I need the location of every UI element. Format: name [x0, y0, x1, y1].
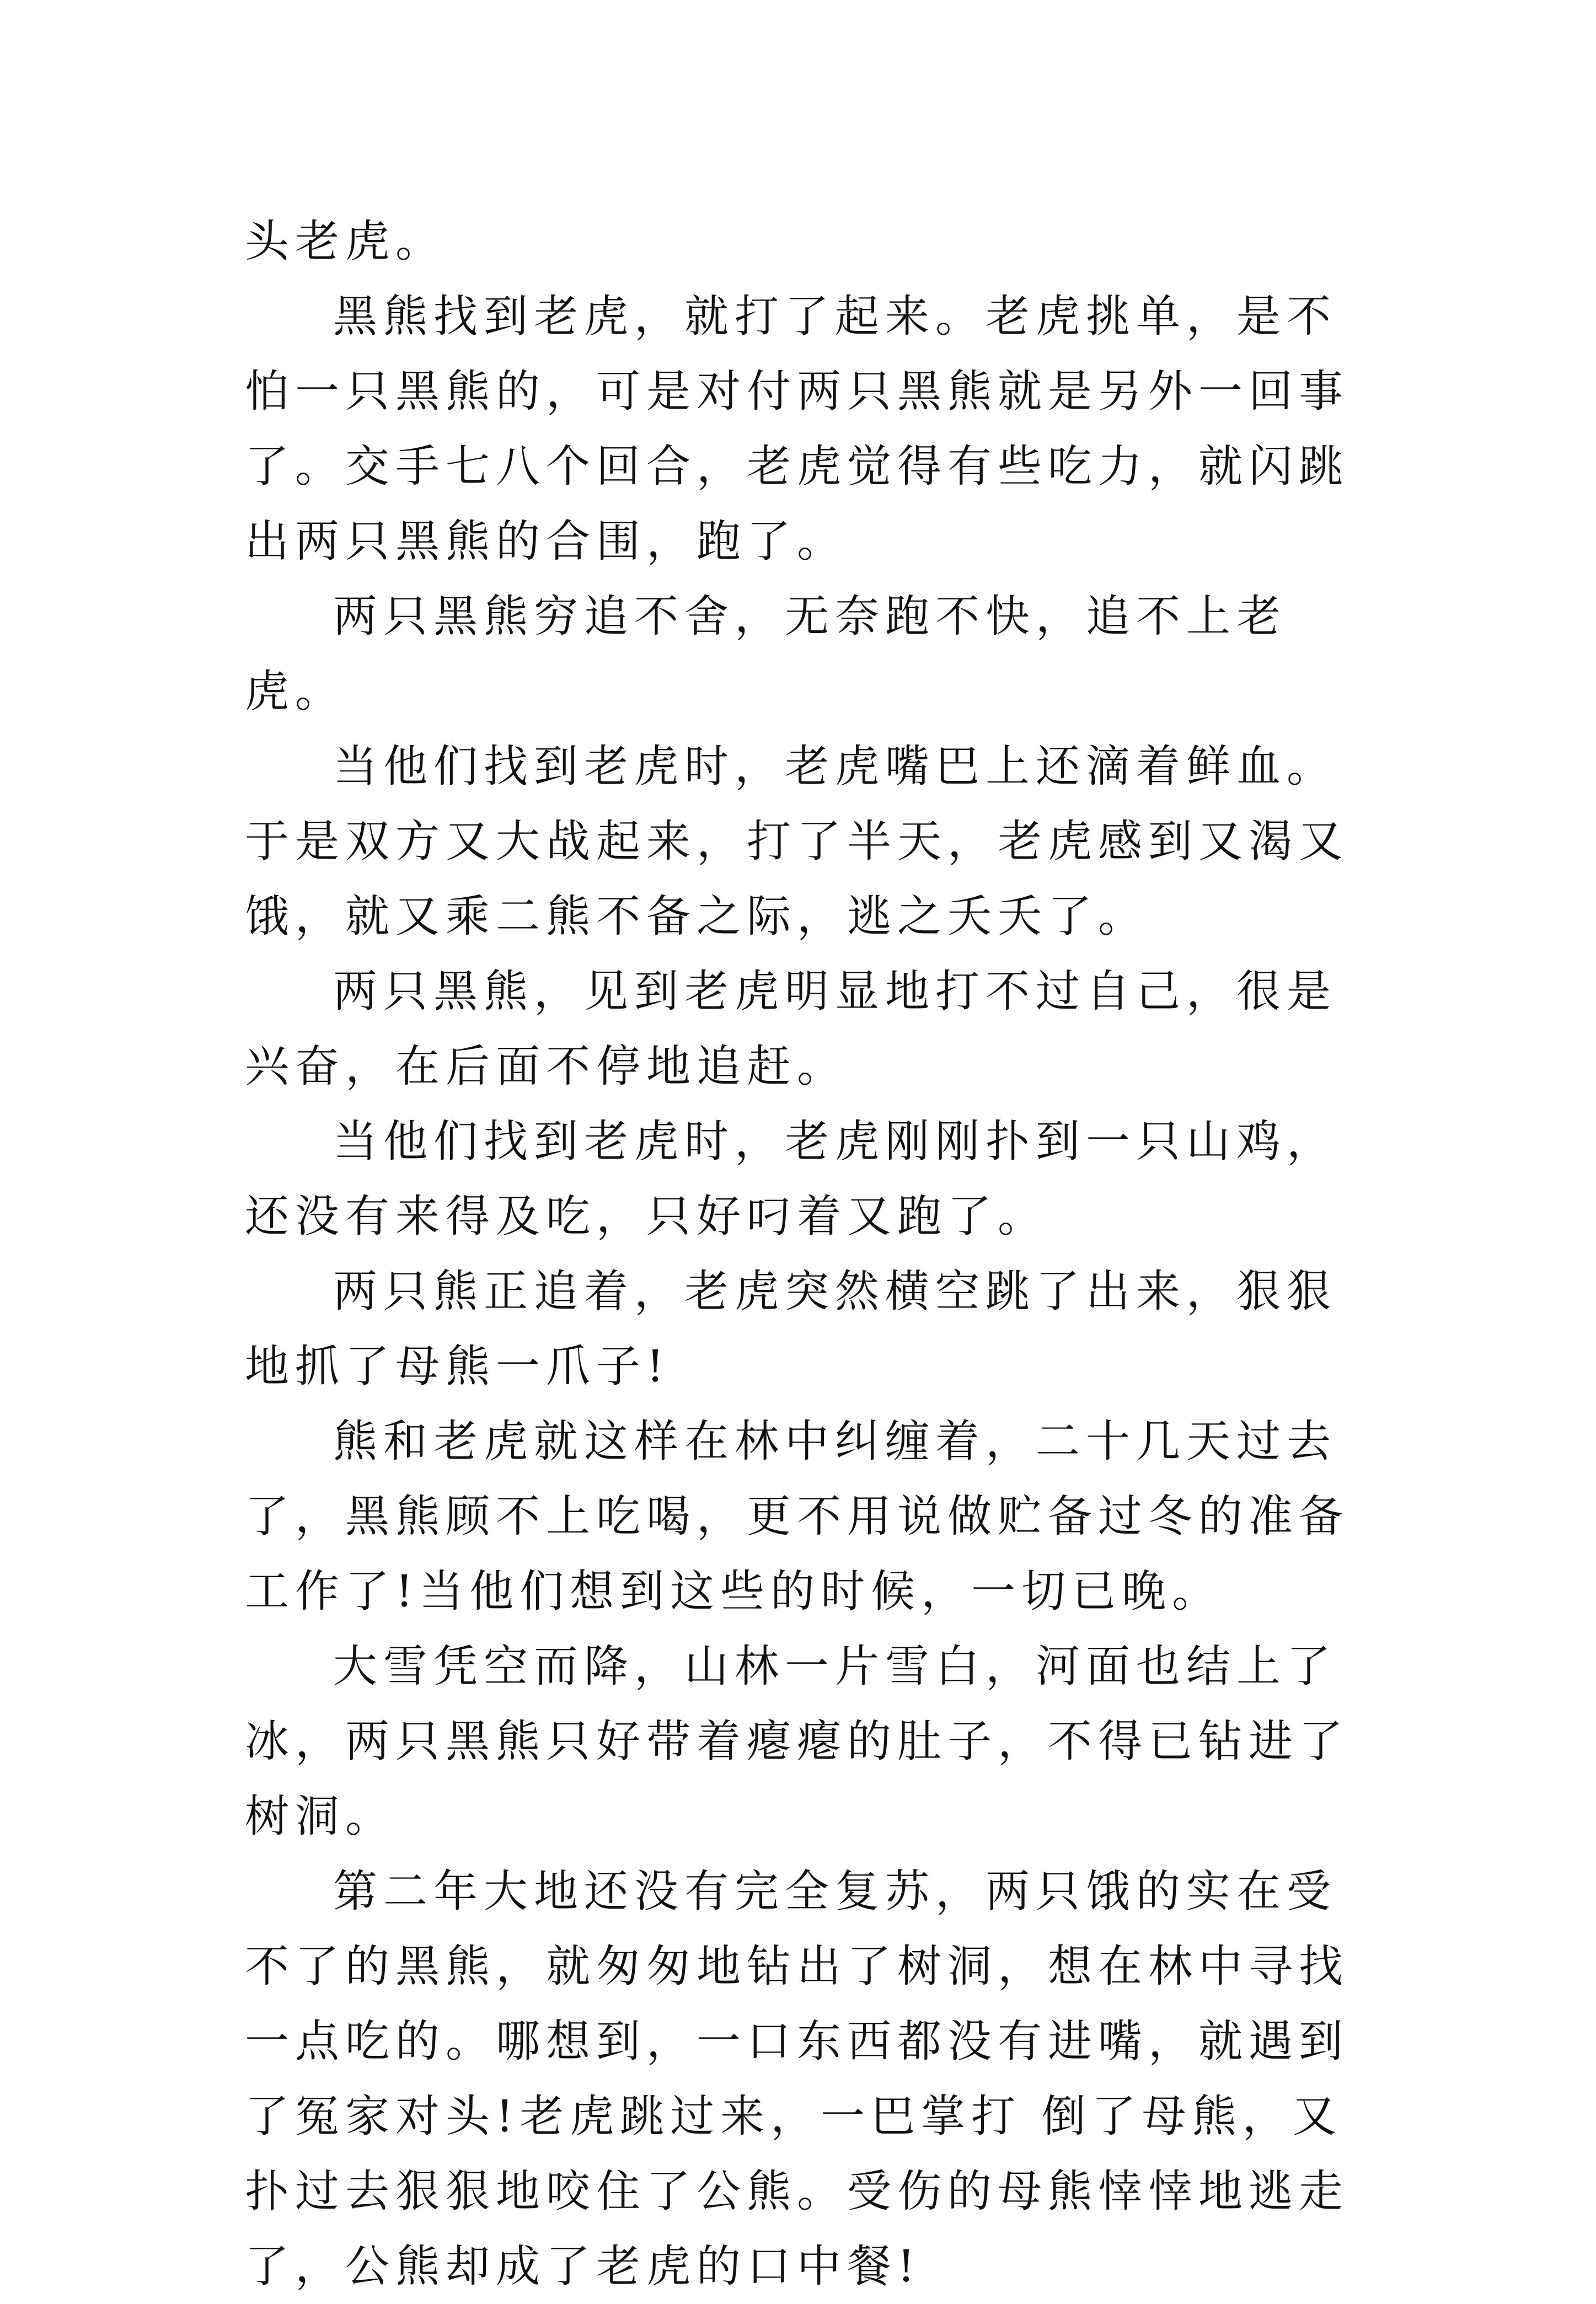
paragraph: 黑熊找到老虎，就打了起来。老虎挑单，是不怕一只黑熊的，可是对付两只黑熊就是另外一回事了。交手七八个回合，老虎觉得有些吃力，就闪跳出两只黑熊的合围，跑了。 — [245, 291, 1349, 567]
paragraph: 第二年大地还没有完全复苏，两只饿的实在受不了的黑熊，就匆匆地钻出了树洞，想在林中寻找一点吃的。哪想到，一口东西都没有进嘴，就遇到了冤家对头!老虎跳过来，一巴掌打 倒了母熊，又扑过去狠狠地咬住了公熊。受伤的母熊悻悻地逃走了，公熊却成了老虎的口中餐! — [245, 1866, 1349, 2292]
paragraph: 当他们找到老虎时，老虎嘴巴上还滴着鲜血。于是双方又大战起来，打了半天，老虎感到又渴又饿，就又乘二熊不备之际，逃之夭夭了。 — [245, 741, 1349, 942]
paragraph: 两只熊正追着，老虎突然横空跳了出来，狠狠地抓了母熊一爪子! — [245, 1266, 1337, 1392]
paragraph: 两只黑熊，见到老虎明显地打不过自己，很是兴奋，在后面不停地追赶。 — [245, 966, 1337, 1092]
paragraph: 大雪凭空而降，山林一片雪白，河面也结上了冰，两只黑熊只好带着瘪瘪的肚子，不得已钻进了树洞。 — [245, 1641, 1349, 1842]
paragraph: 当他们找到老虎时，老虎刚刚扑到一只山鸡，还没有来得及吃，只好叼着又跑了。 — [245, 1116, 1337, 1242]
paragraph: 两只黑熊穷追不舍，无奈跑不快，追不上老虎。 — [245, 591, 1287, 717]
body-text — [245, 204, 1375, 2304]
paragraph: 熊和老虎就这样在林中纠缠着，二十几天过去了，黑熊顾不上吃喝，更不用说做贮备过冬的准备工作了!当他们想到这些的时候，一切已晚。 — [245, 1416, 1349, 1617]
paragraph: 头老虎。 — [245, 216, 446, 267]
